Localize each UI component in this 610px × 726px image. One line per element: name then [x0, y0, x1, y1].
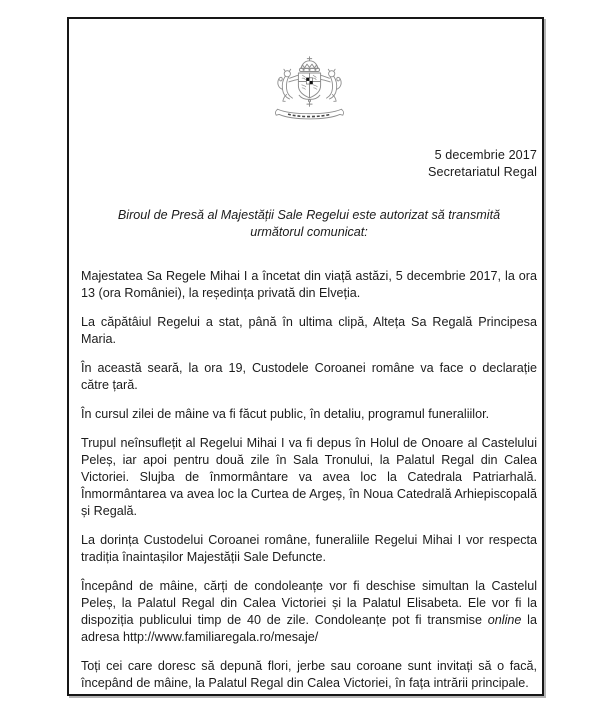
press-office-intro: [81, 207, 537, 241]
paragraph-death-announcement: Majestatea Sa Regele Mihai I a încetat din viață astăzi, 5 decembrie 2017, la ora 13 (ora României), la reședința privată din Elveția.: [81, 269, 537, 300]
condolences-online-word: online: [487, 613, 522, 627]
paragraph-condolences: [81, 578, 537, 646]
crest-container: [252, 56, 367, 130]
paragraph-flowers: Toți cei care doresc să depună flori, jerbe sau coroane sunt invitați să o facă, începând de mâine, la Palatul Regal din Calea Victoriei, în fața intrării principale.: [81, 659, 537, 690]
paragraph-princess-maria: La căpătâiul Regelui a stat, până în ultima clipă, Alteța Sa Regală Principesa Maria.: [81, 315, 537, 346]
date-line: 5 decembrie 2017: [434, 148, 537, 162]
condolences-text: Începând de mâine, cărți de condoleanțe vor fi deschise simultan la Castelul Peleș, la Palatul Regal din Calea Victoriei și la Palatul Elisabeta. Ele vor fi la dispoziția publicului timp de 40 de zile. Condoleanțe pot fi transmise: [81, 579, 537, 627]
paragraph-funeral-locations: Trupul neînsuflețit al Regelui Mihai I va fi depus în Holul de Onoare al Castelului Peleș, iar apoi pentru două zile în Sala Tronului, la Palatul Regal din Calea Victoriei. Slujba de înmormântare va avea loc la Catedrala Patriarhală. Înmormântarea va avea loc la Curtea de Argeș, în Noua Catedrală Arhiepiscopală și Regală.: [81, 436, 537, 518]
royal-coat-of-arms-icon: [252, 56, 367, 130]
paragraph-tradition: La dorința Custodelui Coroanei române, funeraliile Regelui Mihai I vor respecta tradiția înaintașilor Majestății Sale Defuncte.: [81, 533, 537, 564]
paragraph-funeral-program: În cursul zilei de mâine va fi făcut public, în detaliu, programul funeraliilor.: [81, 407, 490, 421]
intro-line-1: Biroul de Presă al Majestății Sale Regelui este autorizat să transmită: [117, 208, 501, 222]
header-block: [81, 147, 537, 181]
communique-body: [81, 268, 537, 692]
paragraph-declaration: În această seară, la ora 19, Custodele Coroanei române va face o declarație către țară.: [81, 361, 537, 392]
document-frame: [67, 17, 544, 696]
sender-line: Secretariatul Regal: [427, 165, 537, 179]
condolences-url: http://www.familiaregala.ro/mesaje/: [123, 630, 319, 644]
condolences-middle: la adresa: [81, 613, 537, 644]
intro-line-2: următorul comunicat:: [250, 225, 368, 239]
